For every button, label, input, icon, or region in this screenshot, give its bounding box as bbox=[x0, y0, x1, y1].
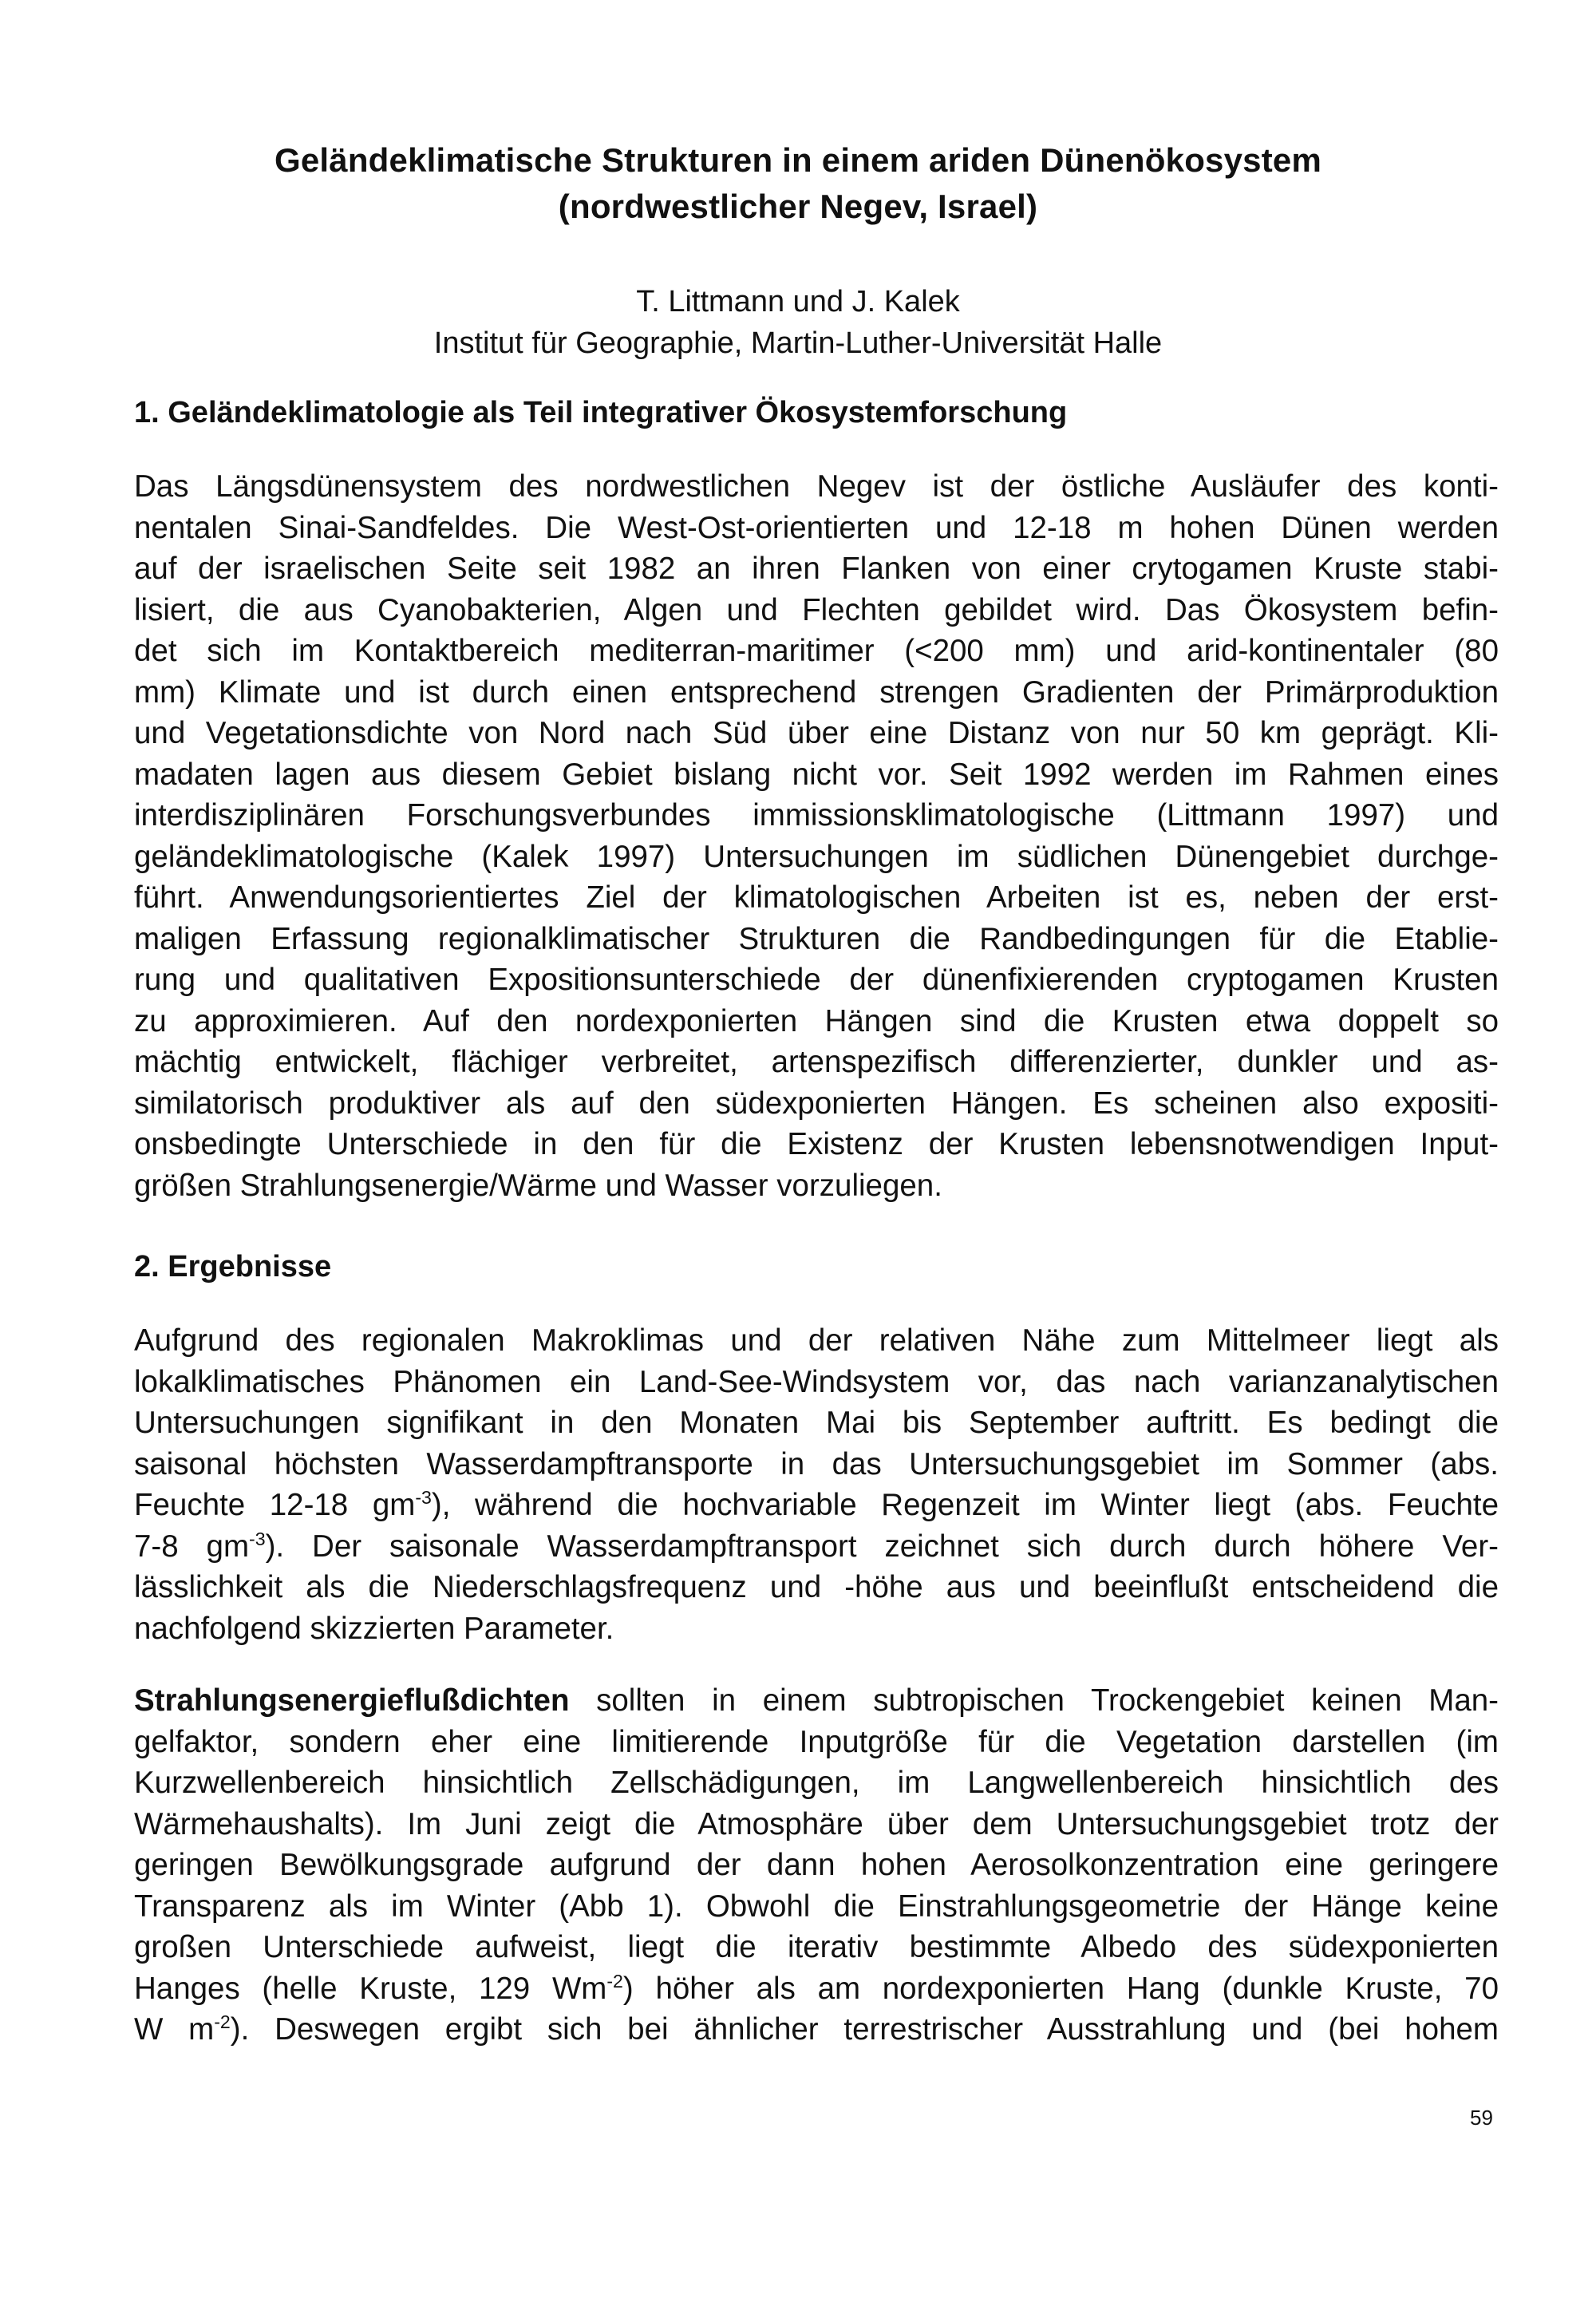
superscript: -3 bbox=[415, 1487, 432, 1509]
text-line: similatorisch produktiver als auf den südexponierten Hängen. Es scheinen also expositi- bbox=[134, 1086, 1499, 1121]
text-line: größen Strahlungsenergie/Wärme und Wasser vorzuliegen. bbox=[134, 1168, 942, 1203]
text-line: geländeklimatologische (Kalek 1997) Untersuchungen im südlichen Dünengebiet durchge- bbox=[134, 839, 1499, 874]
text-fragment: ). Der saisonale Wasserdampftransport zeichnet sich durch durch höhere Ver- bbox=[265, 1529, 1499, 1564]
text-line: saisonal höchsten Wasserdampftransporte in das Untersuchungsgebiet im Sommer (abs. bbox=[134, 1446, 1499, 1481]
page-number: 59 bbox=[1470, 2106, 1493, 2130]
section-2-paragraph-2 bbox=[134, 1680, 1499, 2051]
author-names: T. Littmann und J. Kalek bbox=[636, 285, 960, 318]
text-fragment: 7-8 gm bbox=[134, 1529, 250, 1564]
text-line: lässlichkeit als die Niederschlagsfrequenz und -höhe aus und beeinflußt entscheidend die bbox=[134, 1570, 1499, 1604]
text-line: lisiert, die aus Cyanobakterien, Algen und Flechten gebildet wird. Das Ökosystem befin- bbox=[134, 592, 1499, 627]
section-1-paragraph bbox=[134, 466, 1499, 1206]
text-line: det sich im Kontaktbereich mediterran-maritimer (<200 mm) und arid-kontinentaler (80 bbox=[134, 634, 1499, 668]
text-line: Wärmehaushalts). Im Juni zeigt die Atmosphäre über dem Untersuchungsgebiet trotz der bbox=[134, 1806, 1499, 1841]
text-line: führt. Anwendungsorientiertes Ziel der klimatologischen Arbeiten ist es, neben der erst- bbox=[134, 880, 1499, 915]
section-2-paragraph-1 bbox=[134, 1320, 1499, 1649]
section-2-heading: 2. Ergebnisse bbox=[134, 1250, 332, 1283]
text-line bbox=[134, 1968, 1499, 2010]
text-line: geringen Bewölkungsgrade aufgrund der dann hohen Aerosolkonzentration eine geringere bbox=[134, 1848, 1499, 1882]
text-line: nachfolgend skizzierten Parameter. bbox=[134, 1611, 614, 1646]
text-line: und Vegetationsdichte von Nord nach Süd über eine Distanz von nur 50 km geprägt. Kli- bbox=[134, 716, 1499, 750]
text-line: Kurzwellenbereich hinsichtlich Zellschädigungen, im Langwellenbereich hinsichtlich des bbox=[134, 1766, 1499, 1800]
text-line bbox=[134, 1526, 1499, 1568]
text-fragment: ), während die hochvariable Regenzeit im Winter liegt (abs. Feuchte bbox=[431, 1488, 1499, 1522]
text-line: großen Unterschiede aufweist, liegt die iterativ bestimmte Albedo des südexponierten bbox=[134, 1930, 1499, 1964]
title-line-2: (nordwestlicher Negev, Israel) bbox=[558, 188, 1038, 225]
text-line: zu approximieren. Auf den nordexponierten Hängen sind die Krusten etwa doppelt so bbox=[134, 1003, 1499, 1038]
text-line: interdisziplinären Forschungsverbundes immissionsklimatologische (Littmann 1997) und bbox=[134, 798, 1499, 833]
author-block bbox=[0, 281, 1596, 364]
text-fragment: Hanges (helle Kruste, 129 Wm bbox=[134, 1971, 607, 2006]
text-line: rung und qualitativen Expositionsunterschiede der dünenfixierenden cryptogamen Krusten bbox=[134, 963, 1499, 997]
text-fragment: ). Deswegen ergibt sich bei ähnlicher terrestrischer Ausstrahlung und (bei hohem bbox=[230, 2012, 1499, 2047]
text-line: Das Längsdünensystem des nordwestlichen Negev ist der östliche Ausläufer des konti- bbox=[134, 469, 1499, 504]
text-fragment: W m bbox=[134, 2012, 215, 2047]
text-line: nentalen Sinai-Sandfeldes. Die West-Ost-orientierten und 12-18 m hohen Dünen werden bbox=[134, 510, 1499, 545]
superscript: -2 bbox=[214, 2011, 231, 2033]
text-line: Untersuchungen signifikant in den Monaten Mai bis September auftritt. Es bedingt die bbox=[134, 1406, 1499, 1440]
text-line bbox=[134, 1680, 1499, 1722]
text-line: lokalklimatisches Phänomen ein Land-See-Windsystem vor, das nach varianzanalytischen bbox=[134, 1364, 1499, 1399]
bold-term: Strahlungsenergieflußdichten bbox=[134, 1683, 570, 1718]
text-fragment: sollten in einem subtropischen Trockengebiet keinen Man- bbox=[569, 1683, 1499, 1718]
author-affiliation: Institut für Geographie, Martin-Luther-Universität Halle bbox=[433, 326, 1163, 360]
text-line: mächtig entwickelt, flächiger verbreitet, artenspezifisch differenzierter, dunkler und as- bbox=[134, 1045, 1499, 1079]
superscript: -2 bbox=[606, 1970, 623, 1991]
text-line bbox=[134, 1485, 1499, 1526]
paper-title bbox=[0, 137, 1596, 230]
text-line: Aufgrund des regionalen Makroklimas und der relativen Nähe zum Mittelmeer liegt als bbox=[134, 1323, 1499, 1358]
text-line: auf der israelischen Seite seit 1982 an ihren Flanken von einer crytogamen Kruste stabi- bbox=[134, 552, 1499, 586]
text-line: mm) Klimate und ist durch einen entsprechend strengen Gradienten der Primärproduktion bbox=[134, 674, 1499, 710]
section-1-heading: 1. Geländeklimatologie als Teil integrativer Ökosystemforschung bbox=[134, 396, 1068, 429]
text-fragment: Feuchte 12-18 gm bbox=[134, 1488, 416, 1522]
text-line: maligen Erfassung regionalklimatischer Strukturen die Randbedingungen für die Etablie- bbox=[134, 921, 1499, 956]
title-line-1: Geländeklimatische Strukturen in einem ariden Dünenökosystem bbox=[274, 141, 1322, 179]
text-fragment: ) höher als am nordexponierten Hang (dunkle Kruste, 70 bbox=[622, 1971, 1499, 2006]
text-line bbox=[134, 2009, 1499, 2051]
text-line: Transparenz als im Winter (Abb 1). Obwohl die Einstrahlungsgeometrie der Hänge keine bbox=[134, 1889, 1499, 1924]
text-line: madaten lagen aus diesem Gebiet bislang nicht vor. Seit 1992 werden im Rahmen eines bbox=[134, 757, 1499, 792]
superscript: -3 bbox=[249, 1528, 266, 1549]
text-line: onsbedingte Unterschiede in den für die Existenz der Krusten lebensnotwendigen Input- bbox=[134, 1127, 1499, 1161]
text-line: gelfaktor, sondern eher eine limitierende Inputgröße für die Vegetation darstellen (im bbox=[134, 1724, 1499, 1759]
